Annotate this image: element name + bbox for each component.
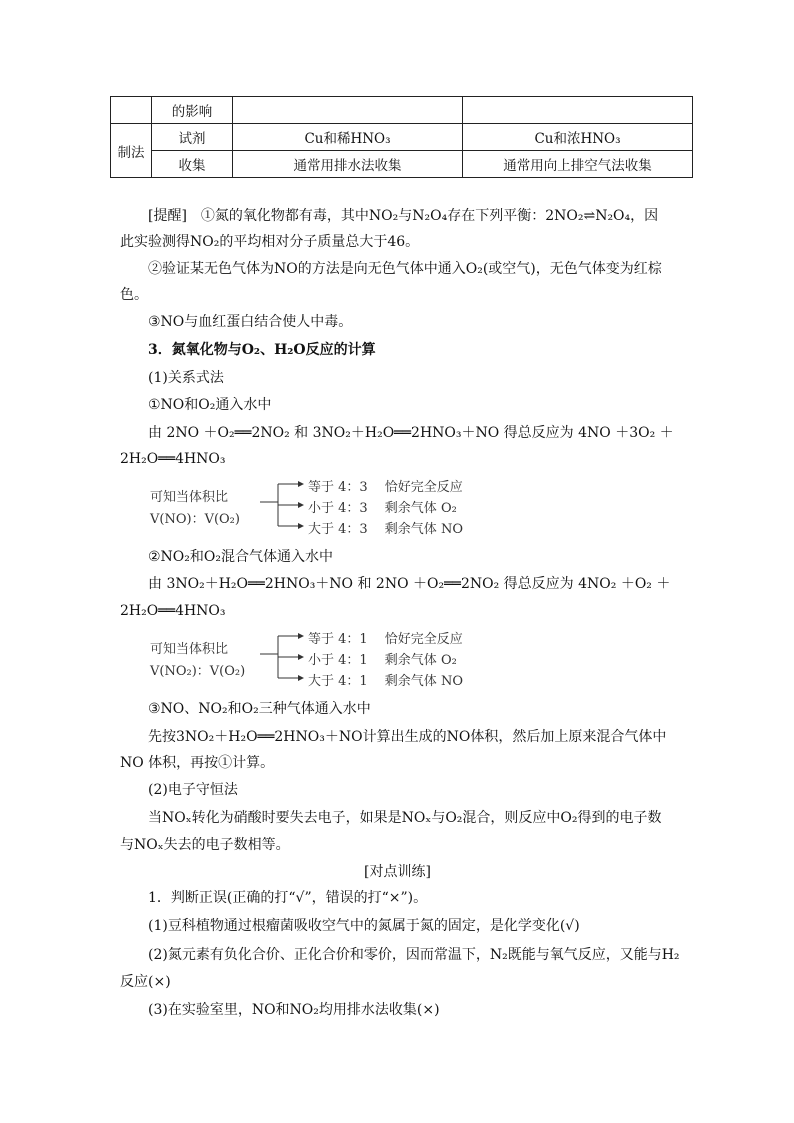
question-item: (1)豆科植物通过根瘤菌吸收空气中的氮属于氮的固定，是化学变化(√) xyxy=(148,918,580,934)
question-item: (3)在实验室里，NO和NO₂均用排水法收集(×) xyxy=(148,1002,440,1018)
body-text: 当NOₓ转化为硝酸时要失去电子，如果是NOₓ与O₂混合，则反应中O₂得到的电子数 xyxy=(148,810,662,826)
section-heading: 3．氮氧化物与O₂、H₂O反应的计算 xyxy=(148,342,376,358)
diagram-branch: 小于 4：3 剩余气体 O₂ xyxy=(308,501,457,516)
table-cell: Cu和浓HNO₃ xyxy=(463,124,693,151)
tip-line: 色。 xyxy=(120,287,148,303)
ratio-diagram-2 xyxy=(148,626,508,689)
body-text: 与NOₓ失去的电子数相等。 xyxy=(120,837,290,853)
table-cell: 通常用向上排空气法收集 xyxy=(463,151,693,178)
question-item: 反应(×) xyxy=(120,974,171,990)
diagram-branch: 等于 4：1 恰好完全反应 xyxy=(308,632,463,647)
table-row xyxy=(111,151,693,178)
tip-line: ③NO与血红蛋白结合使人中毒。 xyxy=(148,314,353,330)
table-row-header: 制法 xyxy=(111,124,152,178)
tip-line: [提醒] ①氮的氧化物都有毒，其中NO₂与N₂O₄存在下列平衡：2NO₂⇌N₂O₄，因 xyxy=(148,208,659,224)
tip-line: ②验证某无色气体为NO的方法是向无色气体中通入O₂(或空气)，无色气体变为红棕 xyxy=(148,261,662,277)
equation-line: 2H₂O══4HNO₃ xyxy=(120,451,226,467)
diagram-branch: 大于 4：1 剩余气体 NO xyxy=(308,674,463,689)
diagram-label: V(NO₂)：V(O₂) xyxy=(150,664,246,679)
ratio-diagram-1 xyxy=(148,474,508,537)
equation-line: 由 3NO₂＋H₂O══2HNO₃＋NO 和 2NO ＋O₂══2NO₂ 得总反应为 4NO₂ ＋O₂ ＋ xyxy=(148,576,671,592)
equation-line: 2H₂O══4HNO₃ xyxy=(120,603,226,619)
diagram-branch: 等于 4：3 恰好完全反应 xyxy=(308,480,463,495)
table-cell: 收集 xyxy=(152,151,233,178)
table-row xyxy=(111,124,693,151)
table-cell xyxy=(463,97,693,124)
subsection-heading: (1)关系式法 xyxy=(148,370,224,386)
training-heading: [对点训练] xyxy=(364,864,431,880)
table-cell xyxy=(233,97,463,124)
table-cell: 试剂 xyxy=(152,124,233,151)
question-item: (2)氮元素有负化合价、正化合价和零价，因而常温下，N₂既能与氧气反应，又能与H₂ xyxy=(148,947,680,963)
diagram-label: V(NO)：V(O₂) xyxy=(150,512,240,527)
diagram-label: 可知当体积比 xyxy=(150,642,229,657)
properties-table xyxy=(110,96,693,178)
body-text: 先按3NO₂＋H₂O══2HNO₃＋NO计算出生成的NO体积，然后加上原来混合气体中 xyxy=(148,729,667,745)
subsection-heading: (2)电子守恒法 xyxy=(148,782,238,798)
body-text: NO 体积，再按①计算。 xyxy=(120,755,275,771)
question-title: 1．判断正误(正确的打“√”，错误的打“×”)。 xyxy=(148,890,428,906)
table-cell: 的影响 xyxy=(152,97,233,124)
diagram-label: 可知当体积比 xyxy=(150,490,229,505)
equation-line: 由 2NO ＋O₂══2NO₂ 和 3NO₂＋H₂O══2HNO₃＋NO 得总反应为 4NO ＋3O₂ ＋ xyxy=(148,425,674,441)
table-cell: 通常用排水法收集 xyxy=(233,151,463,178)
table-cell: Cu和稀HNO₃ xyxy=(233,124,463,151)
table-cell xyxy=(111,97,152,124)
diagram-branch: 小于 4：1 剩余气体 O₂ xyxy=(308,653,457,668)
diagram-branch: 大于 4：3 剩余气体 NO xyxy=(308,522,463,537)
case-heading: ③NO、NO₂和O₂三种气体通入水中 xyxy=(148,701,371,717)
case-heading: ②NO₂和O₂混合气体通入水中 xyxy=(148,549,333,565)
table-row xyxy=(111,97,693,124)
case-heading: ①NO和O₂通入水中 xyxy=(148,397,272,413)
tip-line: 此实验测得NO₂的平均相对分子质量总大于46。 xyxy=(120,234,420,250)
